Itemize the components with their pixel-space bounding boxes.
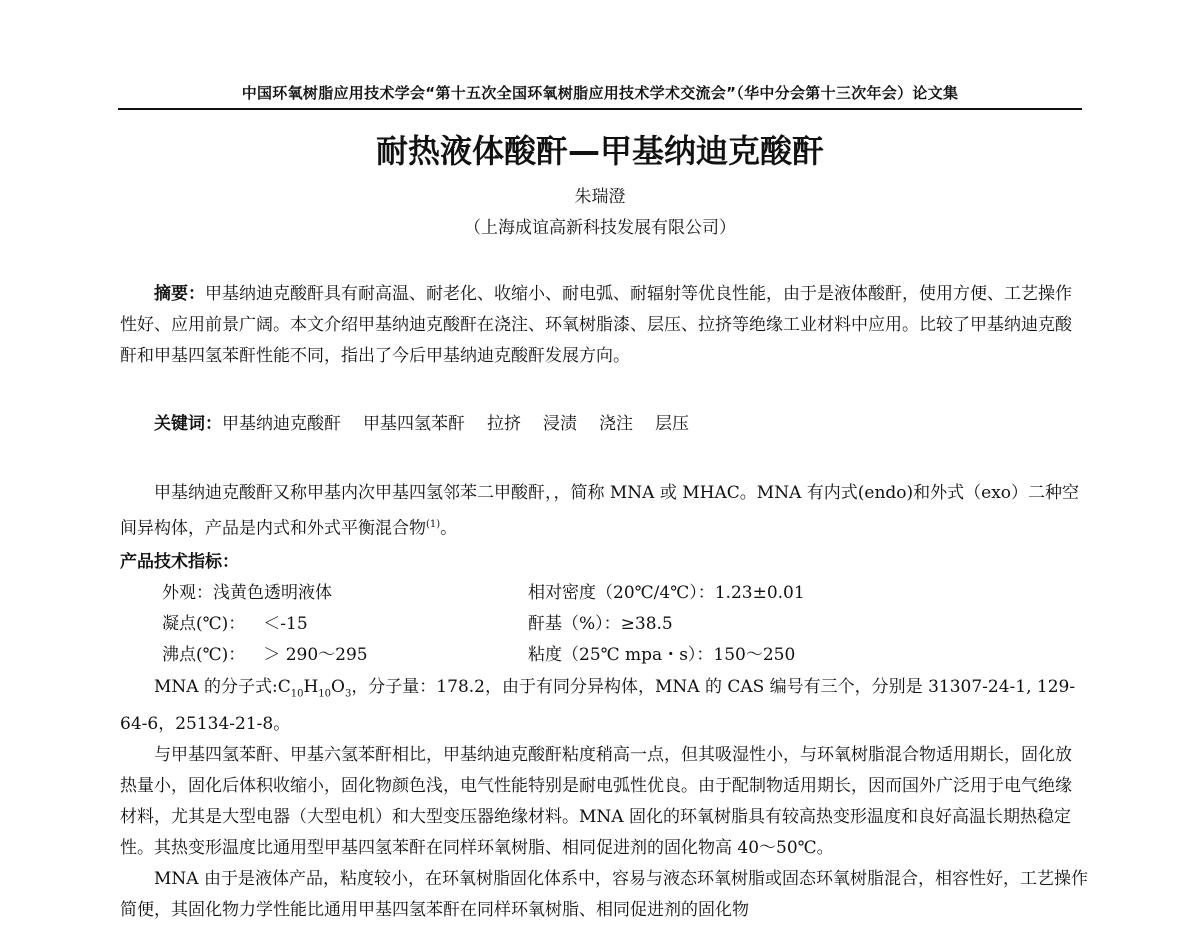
keywords-label: 关键词： [154,414,222,434]
specs-table [162,578,1062,671]
formula-text: O [331,677,345,697]
spec-label: 外观： [162,583,213,603]
spec-value: ＞ 290～295 [263,645,368,665]
formula-subscript: 10 [290,688,304,700]
specs-heading: 产品技术指标： [120,552,239,572]
spec-label: 沸点(℃)： [162,645,246,665]
paper-title: 耐热液体酸酐—甲基纳迪克酸酐 [375,132,824,170]
intro-end: 。 [440,518,458,539]
intro-paragraph [120,478,1088,545]
running-header: 中国环氧树脂应用技术学会“第十五次全国环氧树脂应用技术学术交流会”（华中分会第十三次年会）论文集 [241,84,959,102]
body-paragraph: 与甲基四氢苯酐、甲基六氢苯酐相比，甲基纳迪克酸酐粘度稍高一点，但其吸湿性小，与环氧树脂混合物适用期长，固化放热量小，固化后体积收缩小，固化物颜色浅，电气性能特别是耐电弧性优良。由于配制物适用期长，因而国外广泛用于电气绝缘材料，尤其是大型电器（大型电机）和大型变压器绝缘材料。MNA 固化的环氧树脂具有较高热变形温度和良好高温长期热稳定性。其热变形温度比通用型甲基四氢苯酐在同样环氧树脂、相同促进剂的固化物高 40～50℃。 [120,745,1072,859]
author-name: 朱瑞澄 [574,187,626,207]
formula-paragraph [120,672,1088,740]
abstract [120,279,1088,372]
spec-value: 浅黄色透明液体 [213,583,332,603]
keyword: 浇注 [599,414,633,434]
keyword: 浸渍 [543,414,577,434]
spec-value: ＜-15 [263,614,308,634]
reference-mark: (1) [426,519,441,530]
body-paragraph: MNA 由于是液体产品，粘度较小，在环氧树脂固化体系中，容易与液态环氧树脂或固态环氧树脂混合，相容性好，工艺操作简便，其固化物力学性能比通用甲基四氢苯酐在同样环氧树脂、相同促进剂的固化物 [120,869,1088,921]
spec-value: 1.23±0.01 [714,583,805,603]
spec-label: 酐基（%）： [528,614,621,634]
spec-value: 150～250 [713,645,796,665]
spec-value: ≥38.5 [620,614,673,634]
keyword: 甲基纳迪克酸酐 [222,414,341,434]
author-affiliation: （上海成谊高新科技发展有限公司） [464,218,736,238]
header-rule [118,108,1082,110]
formula-text: ，分子量：178.2，由于有同分异构体，MNA 的 CAS 编号有三个，分别是 31307-24-1, 129-64-6，25134-21-8。 [120,677,1076,735]
abstract-label: 摘要： [154,284,205,304]
keyword: 层压 [655,414,689,434]
keyword: 拉挤 [487,414,521,434]
spec-label: 相对密度（20℃/4℃）： [528,583,715,603]
spec-label: 凝点(℃)： [162,614,246,634]
spec-row [162,578,1062,609]
formula-text: MNA 的分子式:C [154,677,291,697]
body-text [120,672,1088,926]
keyword: 甲基四氢苯酐 [363,414,465,434]
abstract-text: 甲基纳迪克酸酐具有耐高温、耐老化、收缩小、耐电弧、耐辐射等优良性能，由于是液体酸酐，使用方便、工艺操作性好、应用前景广阔。本文介绍甲基纳迪克酸酐在浇注、环氧树脂漆、层压、拉挤等绝缘工业材料中应用。比较了甲基纳迪克酸酐和甲基四氢苯酐性能不同，指出了今后甲基纳迪克酸酐发展方向。 [120,284,1072,366]
spec-label: 粘度（25℃ mpa・s）： [528,645,714,665]
formula-subscript: 3 [344,688,352,700]
spec-row [162,609,1062,640]
formula-subscript: 10 [318,688,331,700]
intro-text: 甲基纳迪克酸酐又称甲基内次甲基四氢邻苯二甲酸酐，，简称 MNA 或 MHAC。MNA 有内式(endo)和外式（exo）二种空间异构体，产品是内式和外式平衡混合物 [120,483,1080,539]
formula-text: H [303,677,319,697]
spec-row [162,640,1062,671]
keywords [154,409,1122,440]
